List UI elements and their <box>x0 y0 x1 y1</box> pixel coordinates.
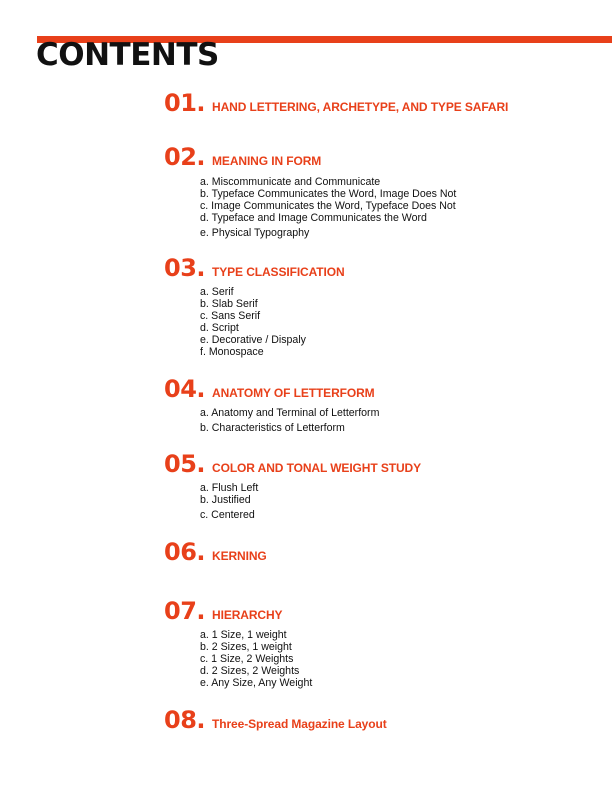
section-heading <box>164 143 604 171</box>
section-number: 08. <box>164 706 206 734</box>
subsection-list <box>200 407 604 434</box>
list-item: d. Script <box>200 322 239 334</box>
list-item: b. Typeface Communicates the Word, Image Does Not <box>200 188 457 200</box>
list-item: b. Justified <box>200 494 251 506</box>
list-item: c. Centered <box>200 509 255 521</box>
section-title: MEANING IN FORM <box>212 154 322 168</box>
subsection-list <box>200 176 604 239</box>
section-number: 05. <box>164 450 206 478</box>
section-number: 06. <box>164 538 206 566</box>
list-item: f. Monospace <box>200 346 264 358</box>
toc-section-08 <box>164 706 604 734</box>
toc-section-01 <box>164 89 604 117</box>
section-heading <box>164 89 604 117</box>
list-item: e. Any Size, Any Weight <box>200 677 313 689</box>
section-title: Three-Spread Magazine Layout <box>212 717 387 731</box>
list-item: a. Serif <box>200 286 234 298</box>
list-item: c. 1 Size, 2 Weights <box>200 653 294 665</box>
subsection-list <box>200 482 604 521</box>
list-item: d. Typeface and Image Communicates the Word <box>200 212 427 224</box>
section-heading <box>164 597 604 625</box>
toc-section-03 <box>164 254 604 358</box>
list-item: b. Slab Serif <box>200 298 258 310</box>
section-number: 07. <box>164 597 206 625</box>
section-title: ANATOMY OF LETTERFORM <box>212 386 375 400</box>
section-heading <box>164 375 604 403</box>
subsection-list <box>200 629 604 689</box>
section-number: 04. <box>164 375 206 403</box>
list-item: b. 2 Sizes, 1 weight <box>200 641 292 653</box>
section-heading <box>164 450 604 478</box>
section-number: 02. <box>164 143 206 171</box>
list-item: e. Physical Typography <box>200 227 310 239</box>
section-heading <box>164 538 604 566</box>
section-heading <box>164 706 604 734</box>
list-item: a. 1 Size, 1 weight <box>200 629 287 641</box>
list-item: c. Sans Serif <box>200 310 261 322</box>
toc-section-07 <box>164 597 604 689</box>
section-title: TYPE CLASSIFICATION <box>212 265 345 279</box>
page-title: CONTENTS <box>36 37 219 73</box>
toc-section-04 <box>164 375 604 434</box>
section-number: 03. <box>164 254 206 282</box>
section-title: KERNING <box>212 549 267 563</box>
list-item: d. 2 Sizes, 2 Weights <box>200 665 300 677</box>
section-title: HIERARCHY <box>212 608 283 622</box>
list-item: e. Decorative / Dispaly <box>200 334 306 346</box>
subsection-list <box>200 286 604 358</box>
toc-section-02 <box>164 143 604 239</box>
list-item: b. Characteristics of Letterform <box>200 422 345 434</box>
toc-section-05 <box>164 450 604 521</box>
list-item: c. Image Communicates the Word, Typeface Does Not <box>200 200 456 212</box>
list-item: a. Anatomy and Terminal of Letterform <box>200 407 380 419</box>
section-title: COLOR AND TONAL WEIGHT STUDY <box>212 461 421 475</box>
section-number: 01. <box>164 89 206 117</box>
list-item: a. Flush Left <box>200 482 259 494</box>
section-heading <box>164 254 604 282</box>
list-item: a. Miscommunicate and Communicate <box>200 176 381 188</box>
toc-section-06 <box>164 538 604 566</box>
section-title: HAND LETTERING, ARCHETYPE, AND TYPE SAFARI <box>212 100 509 114</box>
